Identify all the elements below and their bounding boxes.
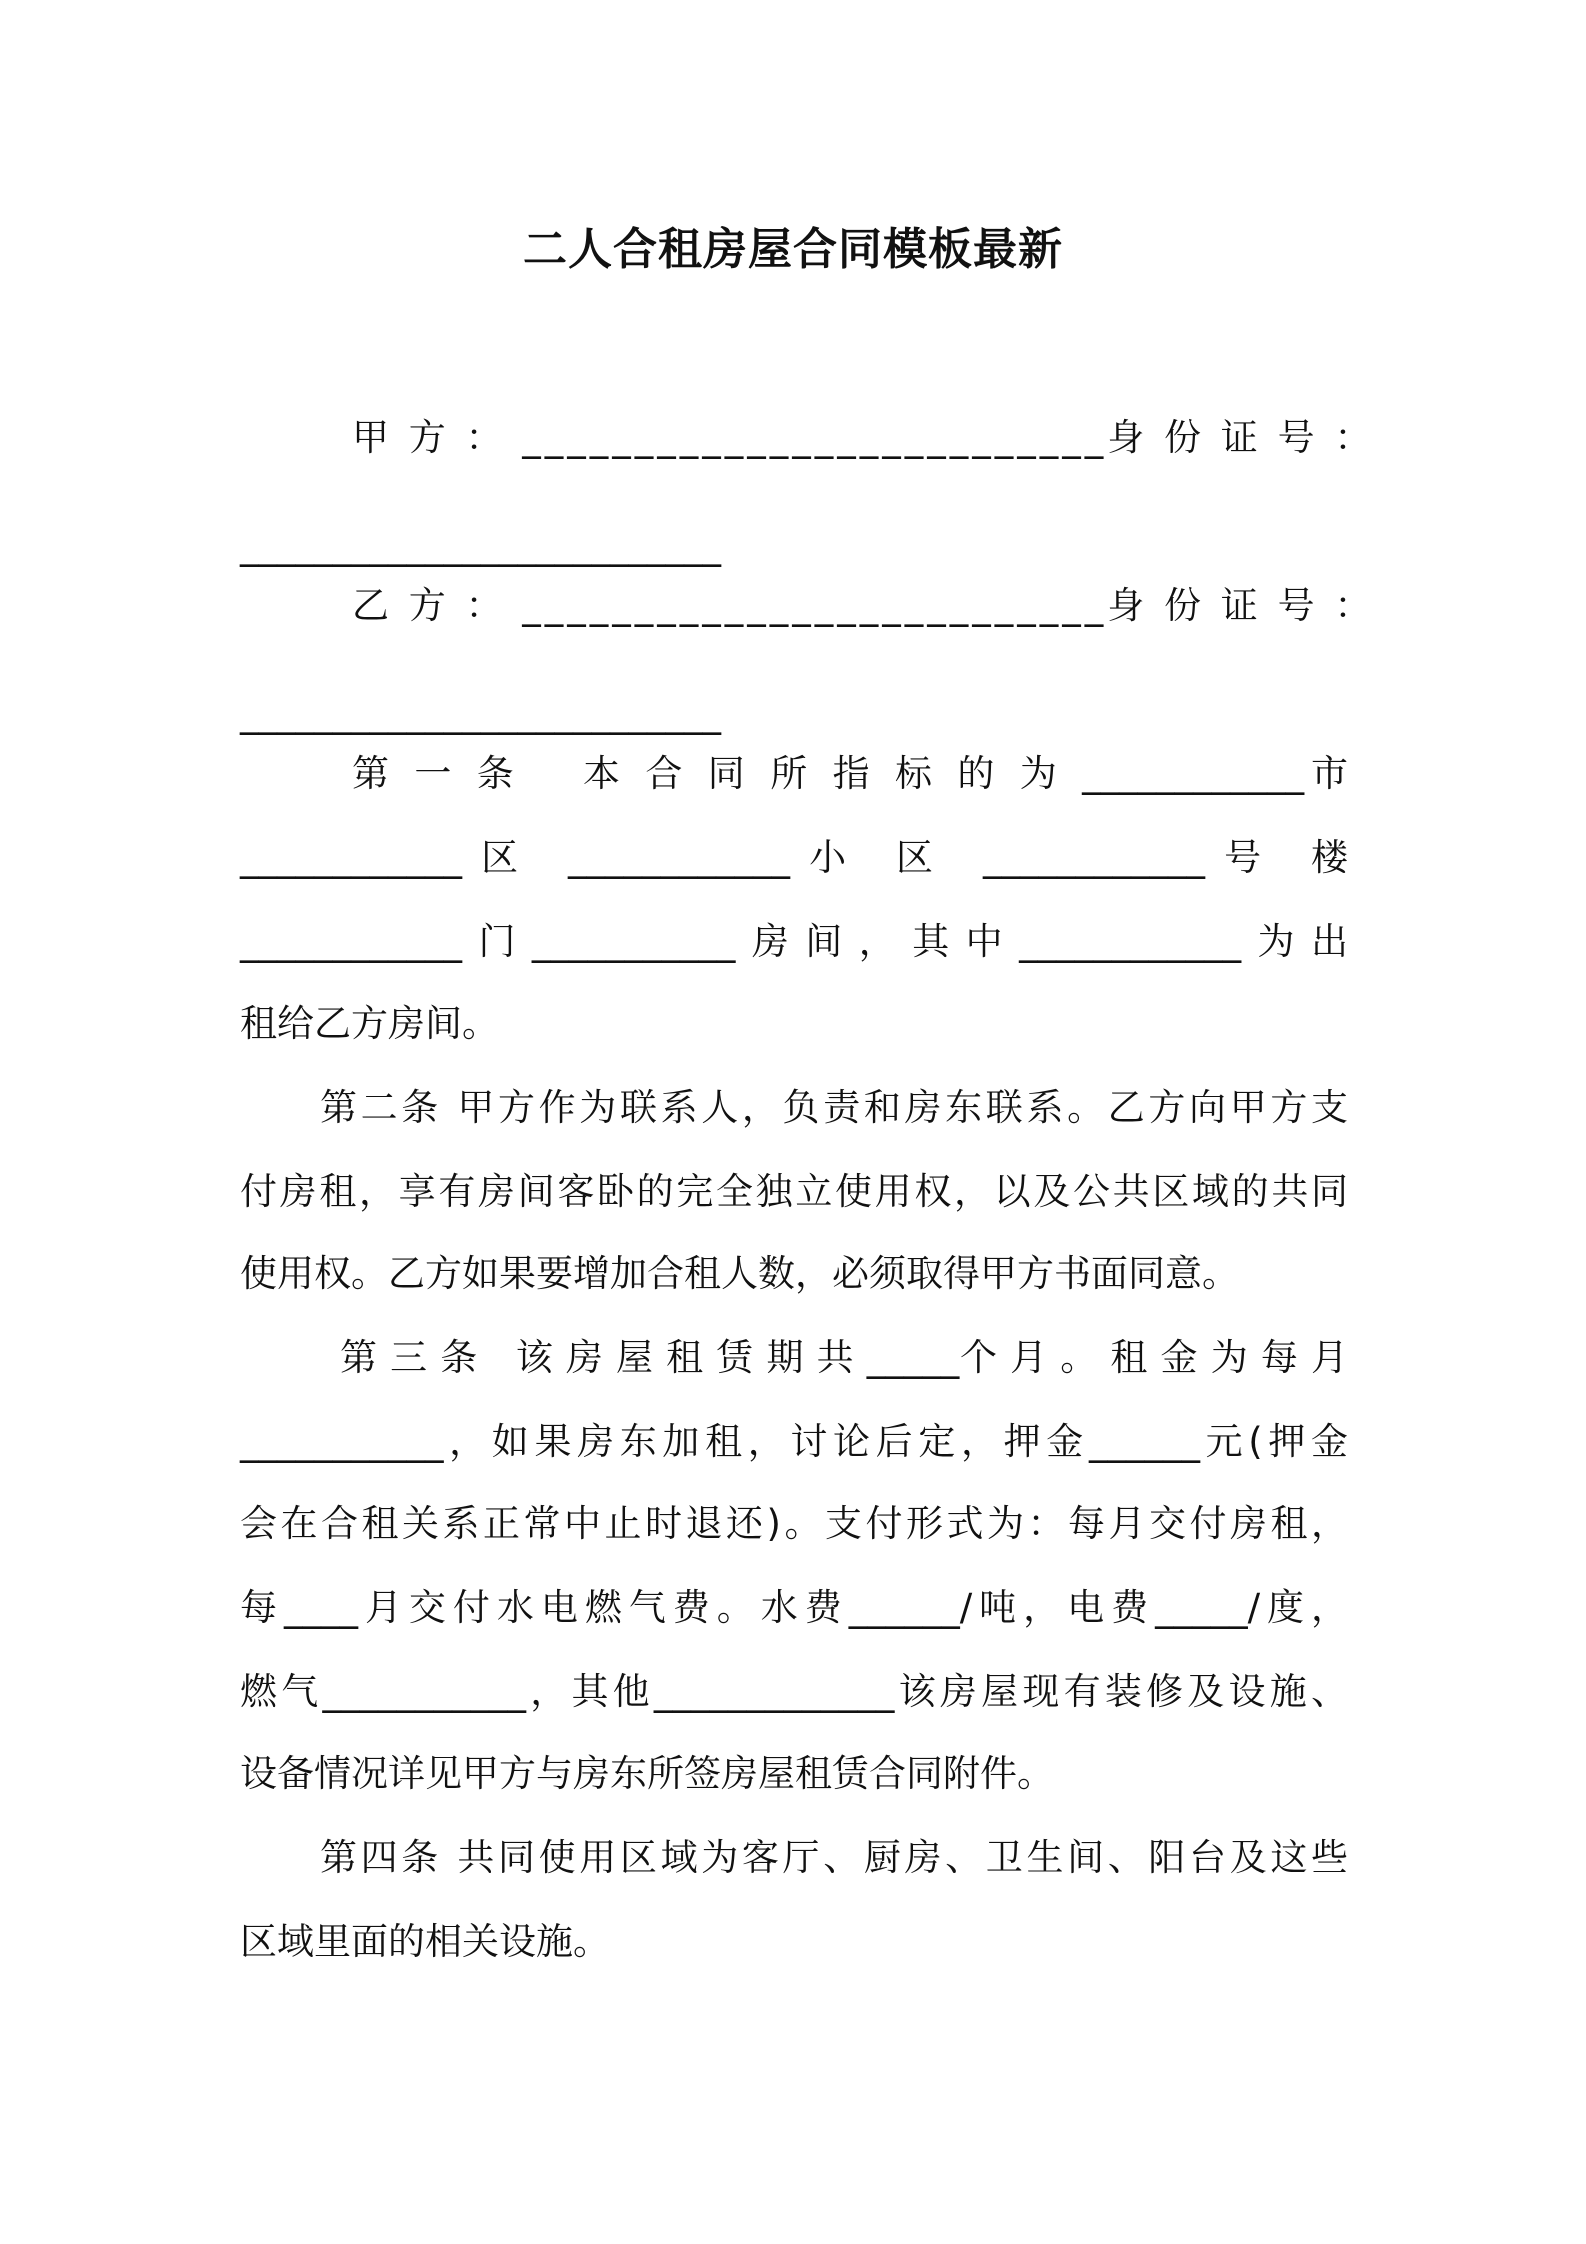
article-2-line-2: 付房租，享有房间客卧的完全独立使用权，以及公共区域的共同 (240, 1170, 1348, 1213)
article-2-line-1: 第二条 甲方作为联系人，负责和房东联系。乙方向甲方支 (320, 1086, 1348, 1129)
article-3-line-3: 会在合租关系正常中止时退还)。支付形式为：每月交付房租， (240, 1502, 1348, 1545)
article-4-line-2: 区域里面的相关设施。 (240, 1920, 610, 1963)
article-1-line-3: ____________门___________房间，其中____________为出 (240, 920, 1348, 963)
document-title: 二人合租房屋合同模板最新 (523, 224, 1063, 275)
party-b-line: 乙 方 ： __________________________身 份 证 号 ： (352, 584, 1376, 627)
article-3-line-5: 燃气___________，其他_____________该房屋现有装修及设施、 (240, 1670, 1348, 1713)
article-1-line-2: ____________区 ____________小 区 ____________号 楼 (240, 836, 1348, 879)
article-3-line-1: 第 三 条 该 房 屋 租 赁 期 共 _____个 月 。 租 金 为 每 月 (340, 1336, 1348, 1379)
party-a-line: 甲 方 ： __________________________身 份 证 号 ： (352, 416, 1376, 459)
party-a-id-blank: __________________________ (240, 524, 721, 567)
party-b-id-blank: __________________________ (240, 692, 721, 735)
article-2-line-3: 使用权。乙方如果要增加合租人数，必须取得甲方书面同意。 (240, 1252, 1239, 1295)
article-1-line-1: 第 一 条 本 合 同 所 指 标 的 为 ____________市 (352, 752, 1348, 795)
article-3-line-2: ___________，如果房东加租，讨论后定，押金______元(押金 (240, 1420, 1348, 1463)
article-1-line-4: 租给乙方房间。 (240, 1002, 499, 1045)
article-3-line-6: 设备情况详见甲方与房东所签房屋租赁合同附件。 (240, 1752, 1054, 1795)
article-4-line-1: 第四条 共同使用区域为客厅、厨房、卫生间、阳台及这些 (320, 1836, 1348, 1879)
article-3-line-4: 每____月交付水电燃气费。水费______/吨，电费_____/度， (240, 1586, 1348, 1629)
